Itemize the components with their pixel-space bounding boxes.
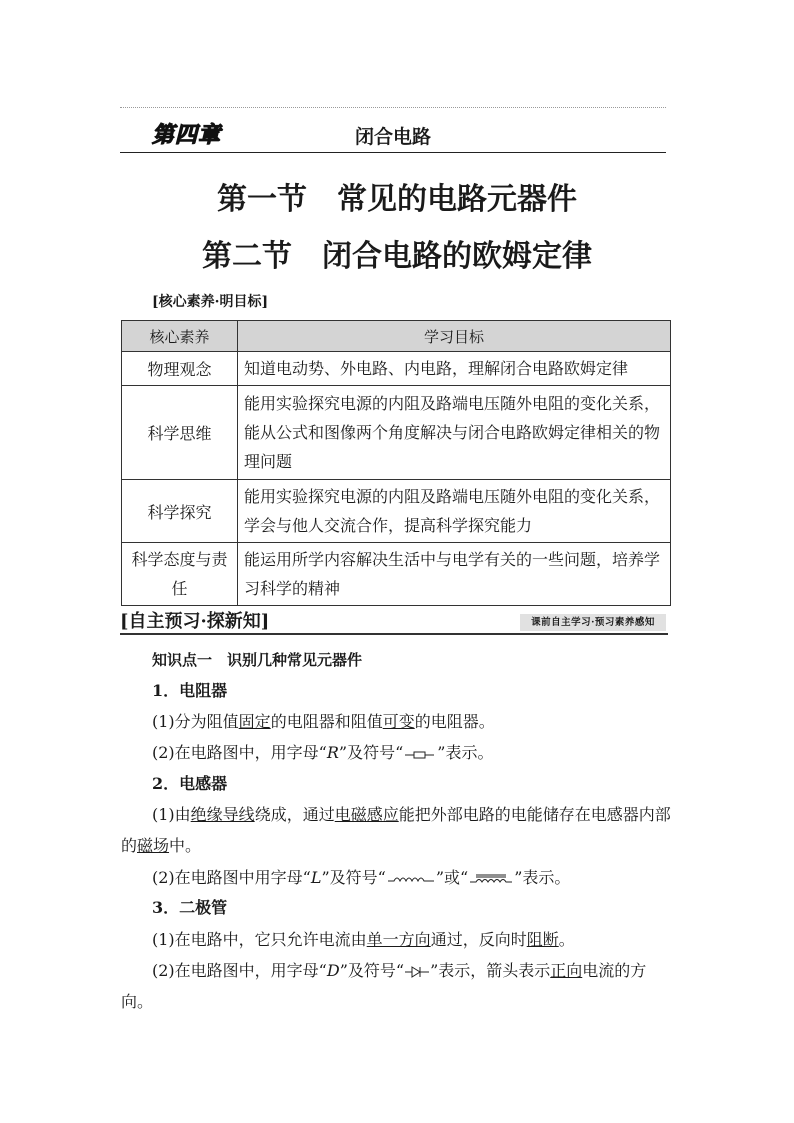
row-goal: 能运用所学内容解决生活中与电学有关的一些问题，培养学习科学的精神 [238, 543, 671, 606]
text: ”表示。 [437, 743, 494, 762]
diode-heading: 3．二极管 [152, 898, 228, 917]
row-domain: 科学探究 [122, 480, 238, 543]
preview-section-title: [自主预习·探新知] [120, 611, 270, 632]
header-goal: 学习目标 [238, 321, 671, 352]
text: (1)在电路中，它只允许电流由 [152, 930, 367, 949]
preview-section-tag: 课前自主学习·预习素养感知 [520, 614, 666, 631]
header-domain: 核心素养 [122, 321, 238, 352]
text: ”表示，箭头表示 [430, 961, 551, 980]
text: ”表示。 [514, 868, 571, 887]
diode-paragraph-1 [152, 930, 575, 950]
symbol-letter: D [326, 961, 340, 980]
chapter-title: 闭合电路 [354, 126, 431, 148]
diode-paragraph-2a [152, 961, 646, 981]
text: 能把外部电路的电能储存在电感器内部 [398, 805, 671, 824]
row-goal: 知道电动势、外电路、内电路，理解闭合电路欧姆定律 [238, 352, 671, 386]
row-domain: 科学思维 [122, 386, 238, 480]
inductor-heading: 2．电感器 [152, 774, 228, 793]
text: 电流的方 [582, 961, 647, 980]
goals-label: [核心素养·明目标] [152, 294, 269, 310]
symbol-letter: L [310, 868, 322, 887]
inductor-paragraph-1b [121, 836, 201, 856]
underlined-answer: 电磁感应 [334, 805, 399, 824]
inductor-coil-icon [386, 873, 436, 885]
chapter-rule [120, 152, 666, 153]
symbol-letter: R [326, 743, 339, 762]
knowledge-point-heading: 知识点一 识别几种常见元器件 [152, 651, 363, 669]
section-title-1: 第一节 常见的电路元器件 [217, 182, 577, 217]
row-domain: 科学态度与责任 [122, 543, 238, 606]
text: 绕成，通过 [254, 805, 335, 824]
text: ”及符号“ [321, 868, 386, 887]
inductor-paragraph-2 [152, 868, 570, 888]
underlined-answer: 单一方向 [366, 930, 431, 949]
text: (2)在电路图中用字母“ [152, 868, 311, 887]
text: (2)在电路图中，用字母“ [152, 961, 327, 980]
table-row [122, 480, 671, 543]
diode-paragraph-2b: 向。 [121, 992, 154, 1011]
underlined-answer: 正向 [550, 961, 583, 980]
text: (1)分为阻值 [152, 712, 239, 731]
resistor-heading: 1．电阻器 [152, 681, 228, 700]
text: 通过，反向时 [430, 930, 527, 949]
resistor-symbol-icon [403, 748, 437, 760]
table-row [122, 386, 671, 480]
text: (1)由 [152, 805, 191, 824]
underlined-answer: 磁场 [137, 836, 170, 855]
underlined-answer: 固定 [238, 712, 271, 731]
row-goal: 能用实验探究电源的内阻及路端电压随外电阻的变化关系，学会与他人交流合作，提高科学探究能力 [238, 480, 671, 543]
text: 中。 [169, 836, 202, 855]
resistor-paragraph-2 [152, 743, 493, 763]
text: 的电阻器。 [414, 712, 495, 731]
underlined-answer: 可变 [382, 712, 415, 731]
goals-table-header [122, 321, 671, 352]
inductor-core-icon [468, 873, 514, 885]
table-row [122, 352, 671, 386]
underlined-answer: 绝缘导线 [190, 805, 255, 824]
row-domain: 物理观念 [122, 352, 238, 386]
text: 。 [558, 930, 575, 949]
text: 的 [121, 836, 138, 855]
resistor-paragraph-1 [152, 712, 495, 732]
text: ”及符号“ [339, 961, 405, 980]
table-row [122, 543, 671, 606]
text: ”或“ [435, 868, 469, 887]
row-goal: 能用实验探究电源的内阻及路端电压随外电阻的变化关系，能从公式和图像两个角度解决与闭合电路欧姆定律相关的物理问题 [238, 386, 671, 480]
text: (2)在电路图中，用字母“ [152, 743, 327, 762]
text: 的电阻器和阻值 [270, 712, 383, 731]
text: ”及符号“ [338, 743, 404, 762]
chapter-badge: 第四章 [152, 123, 222, 148]
underlined-answer: 阻断 [526, 930, 559, 949]
inductor-paragraph-1a [152, 805, 671, 825]
section-title-2: 第二节 闭合电路的欧姆定律 [202, 239, 592, 274]
goals-table [121, 320, 671, 606]
header-dotted-rule [120, 107, 666, 108]
diode-symbol-icon [404, 965, 430, 979]
